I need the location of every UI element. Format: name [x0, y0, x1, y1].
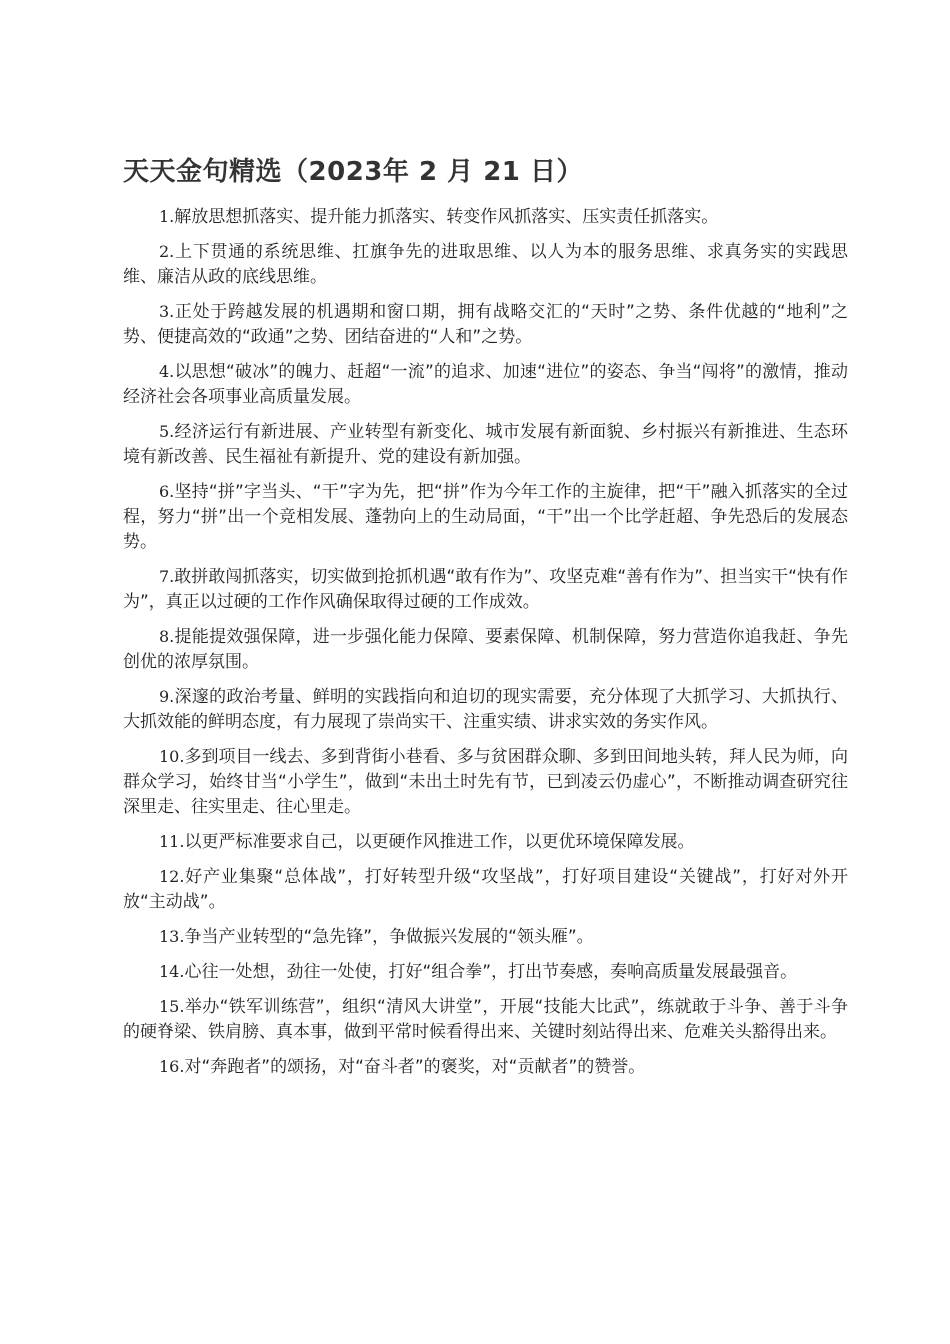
quote-item — [123, 1054, 848, 1080]
quote-item — [123, 959, 848, 985]
quote-text: 心往一处想，劲往一处使，打好“组合拳”，打出节奏感，奏响高质量发展最强音。 — [184, 962, 798, 982]
quote-index: 3. — [159, 302, 175, 321]
quote-text: 上下贯通的系统思维、扛旗争先的进取思维、以人为本的服务思维、求真务实的实践思维、廉洁从政的底线思维。 — [123, 242, 848, 287]
quote-item — [123, 684, 848, 735]
title-prefix: 天天金句精选（ — [123, 157, 309, 187]
quote-index: 15. — [159, 997, 185, 1016]
quote-text: 好产业集聚“总体战”，打好转型升级“攻坚战”，打好项目建设“关键战”，打好对外开放“主动战”。 — [123, 867, 848, 912]
title-month-unit: 月 — [447, 157, 474, 187]
quote-item — [123, 299, 848, 350]
quote-index: 4. — [159, 362, 175, 381]
quote-item — [123, 419, 848, 470]
quote-text: 正处于跨越发展的机遇期和窗口期，拥有战略交汇的“天时”之势、条件优越的“地利”之势、便捷高效的“政通”之势、团结奋进的“人和”之势。 — [123, 302, 848, 347]
quote-index: 8. — [159, 627, 175, 646]
quote-index: 12. — [159, 867, 185, 886]
quote-index: 7. — [159, 567, 175, 586]
quote-index: 16. — [159, 1057, 185, 1076]
quote-index: 2. — [159, 242, 175, 261]
quote-item — [123, 239, 848, 290]
quote-text: 多到项目一线去、多到背街小巷看、多与贫困群众聊、多到田间地头转，拜人民为师，向群众学习，始终甘当“小学生”，做到“未出土时先有节，已到凌云仍虚心”，不断推动调查研究往深里走、往实里走、往心里走。 — [123, 747, 848, 817]
quote-index: 5. — [159, 422, 175, 441]
quote-index: 13. — [159, 927, 185, 946]
quote-text: 提能提效强保障，进一步强化能力保障、要素保障、机制保障，努力营造你追我赶、争先创优的浓厚氛围。 — [123, 627, 848, 672]
quote-item — [123, 624, 848, 675]
quote-item — [123, 924, 848, 950]
quote-item — [123, 204, 848, 230]
quote-item — [123, 359, 848, 410]
title-year: 2023 — [308, 157, 383, 187]
quote-text: 敢拼敢闯抓落实，切实做到抢抓机遇“敢有作为”、攻坚克难“善有作为”、担当实干“快有作为”，真正以过硬的工作作风确保取得过硬的工作成效。 — [123, 567, 848, 612]
quote-index: 1. — [159, 207, 175, 226]
quote-item — [123, 564, 848, 615]
title-day: 21 — [483, 157, 521, 187]
quote-text: 举办“铁军训练营”，组织“清风大讲堂”，开展“技能大比武”，练就敢于斗争、善于斗争的硬脊梁、铁肩膀、真本事，做到平常时候看得出来、关键时刻站得出来、危难关头豁得出来。 — [123, 997, 848, 1042]
quote-text: 以更严标准要求自己，以更硬作风推进工作，以更优环境保障发展。 — [184, 832, 695, 852]
page-title — [123, 150, 848, 194]
quote-list — [123, 204, 848, 1080]
title-suffix: 日） — [529, 157, 583, 187]
title-year-unit: 年 — [382, 157, 410, 187]
quote-item — [123, 994, 848, 1045]
quote-text: 解放思想抓落实、提升能力抓落实、转变作风抓落实、压实责任抓落实。 — [174, 207, 719, 227]
quote-text: 深邃的政治考量、鲜明的实践指向和迫切的现实需要，充分体现了大抓学习、大抓执行、大抓效能的鲜明态度，有力展现了崇尚实干、注重实绩、讲求实效的务实作风。 — [123, 687, 848, 732]
quote-index: 9. — [159, 687, 175, 706]
quote-item — [123, 744, 848, 820]
quote-index: 11. — [159, 832, 185, 851]
quote-index: 6. — [159, 482, 175, 501]
document-page — [123, 150, 848, 1089]
quote-item — [123, 829, 848, 855]
quote-item — [123, 864, 848, 915]
quote-text: 争当产业转型的“急先锋”，争做振兴发展的“领头雁”。 — [184, 927, 594, 947]
quote-index: 10. — [159, 747, 185, 766]
quote-text: 坚持“拼”字当头、“干”字为先，把“拼”作为今年工作的主旋律，把“干”融入抓落实的全过程，努力“拼”出一个竞相发展、蓬勃向上的生动局面，“干”出一个比学赶超、争先恐后的发展态势。 — [123, 482, 848, 552]
quote-index: 14. — [159, 962, 185, 981]
title-month: 2 — [418, 157, 438, 187]
quote-text: 经济运行有新进展、产业转型有新变化、城市发展有新面貌、乡村振兴有新推进、生态环境有新改善、民生福祉有新提升、党的建设有新加强。 — [123, 422, 848, 467]
quote-text: 以思想“破冰”的魄力、赶超“一流”的追求、加速“进位”的姿态、争当“闯将”的激情，推动经济社会各项事业高质量发展。 — [123, 362, 848, 407]
quote-item — [123, 479, 848, 555]
quote-text: 对“奔跑者”的颂扬，对“奋斗者”的褒奖，对“贡献者”的赞誉。 — [184, 1057, 646, 1077]
